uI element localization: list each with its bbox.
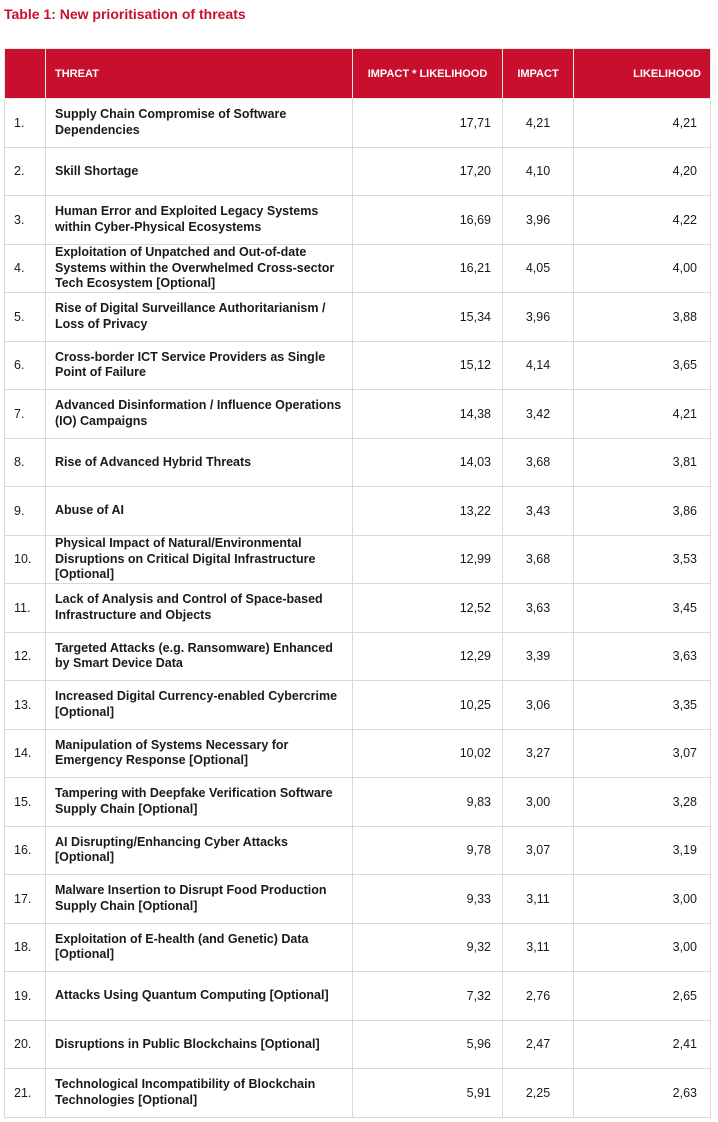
likelihood-value: 2,65 — [574, 972, 711, 1021]
impact-value: 4,05 — [503, 244, 574, 293]
threat-name: Technological Incompatibility of Blockchain Technologies [Optional] — [46, 1069, 353, 1118]
likelihood-value: 3,63 — [574, 632, 711, 681]
row-number: 15. — [5, 778, 46, 827]
impact-likelihood-value: 16,69 — [353, 196, 503, 245]
row-number: 19. — [5, 972, 46, 1021]
impact-value: 3,27 — [503, 729, 574, 778]
likelihood-value: 3,81 — [574, 438, 711, 487]
table-row — [5, 390, 711, 439]
header-likelihood: LIKELIHOOD — [574, 49, 711, 99]
impact-likelihood-value: 9,78 — [353, 826, 503, 875]
table-row — [5, 923, 711, 972]
impact-value: 4,21 — [503, 99, 574, 148]
table-row — [5, 729, 711, 778]
impact-likelihood-value: 14,03 — [353, 438, 503, 487]
likelihood-value: 2,41 — [574, 1020, 711, 1069]
likelihood-value: 4,21 — [574, 99, 711, 148]
impact-likelihood-value: 15,34 — [353, 293, 503, 342]
table-title: Table 1: New prioritisation of threats — [4, 6, 246, 22]
likelihood-value: 4,00 — [574, 244, 711, 293]
impact-likelihood-value: 5,91 — [353, 1069, 503, 1118]
threat-name: Malware Insertion to Disrupt Food Production Supply Chain [Optional] — [46, 875, 353, 924]
threat-name: Manipulation of Systems Necessary for Emergency Response [Optional] — [46, 729, 353, 778]
row-number: 9. — [5, 487, 46, 536]
row-number: 21. — [5, 1069, 46, 1118]
impact-value: 2,47 — [503, 1020, 574, 1069]
impact-likelihood-value: 12,29 — [353, 632, 503, 681]
table-row — [5, 438, 711, 487]
impact-value: 3,63 — [503, 584, 574, 633]
row-number: 7. — [5, 390, 46, 439]
threat-name: Rise of Advanced Hybrid Threats — [46, 438, 353, 487]
table-row — [5, 584, 711, 633]
impact-likelihood-value: 10,02 — [353, 729, 503, 778]
impact-value: 3,68 — [503, 438, 574, 487]
table-row — [5, 778, 711, 827]
header-impact-likelihood: IMPACT * LIKELIHOOD — [353, 49, 503, 99]
threat-name: Human Error and Exploited Legacy Systems within Cyber-Physical Ecosystems — [46, 196, 353, 245]
impact-likelihood-value: 12,99 — [353, 535, 503, 584]
likelihood-value: 3,00 — [574, 875, 711, 924]
likelihood-value: 3,07 — [574, 729, 711, 778]
row-number: 10. — [5, 535, 46, 584]
threat-name: Disruptions in Public Blockchains [Optional] — [46, 1020, 353, 1069]
row-number: 18. — [5, 923, 46, 972]
table-row — [5, 632, 711, 681]
impact-value: 2,25 — [503, 1069, 574, 1118]
header-number — [5, 49, 46, 99]
likelihood-value: 3,19 — [574, 826, 711, 875]
impact-likelihood-value: 5,96 — [353, 1020, 503, 1069]
impact-value: 3,06 — [503, 681, 574, 730]
row-number: 5. — [5, 293, 46, 342]
impact-value: 3,96 — [503, 293, 574, 342]
table-row — [5, 196, 711, 245]
table-row — [5, 293, 711, 342]
row-number: 2. — [5, 147, 46, 196]
impact-likelihood-value: 17,71 — [353, 99, 503, 148]
row-number: 12. — [5, 632, 46, 681]
threat-name: Tampering with Deepfake Verification Software Supply Chain [Optional] — [46, 778, 353, 827]
impact-value: 4,10 — [503, 147, 574, 196]
impact-value: 4,14 — [503, 341, 574, 390]
likelihood-value: 3,86 — [574, 487, 711, 536]
impact-value: 3,96 — [503, 196, 574, 245]
table-row — [5, 875, 711, 924]
table-row — [5, 826, 711, 875]
impact-value: 3,00 — [503, 778, 574, 827]
impact-value: 3,43 — [503, 487, 574, 536]
table-row — [5, 341, 711, 390]
table-row — [5, 487, 711, 536]
threat-name: Lack of Analysis and Control of Space-based Infrastructure and Objects — [46, 584, 353, 633]
threat-name: Targeted Attacks (e.g. Ransomware) Enhanced by Smart Device Data — [46, 632, 353, 681]
table-header-row — [5, 49, 711, 99]
likelihood-value: 3,65 — [574, 341, 711, 390]
threat-name: Supply Chain Compromise of Software Dependencies — [46, 99, 353, 148]
threat-name: Physical Impact of Natural/Environmental Disruptions on Critical Digital Infrastructure [Optional] — [46, 535, 353, 584]
threat-name: Rise of Digital Surveillance Authoritarianism / Loss of Privacy — [46, 293, 353, 342]
row-number: 20. — [5, 1020, 46, 1069]
likelihood-value: 3,35 — [574, 681, 711, 730]
row-number: 13. — [5, 681, 46, 730]
impact-likelihood-value: 10,25 — [353, 681, 503, 730]
likelihood-value: 4,21 — [574, 390, 711, 439]
impact-likelihood-value: 9,32 — [353, 923, 503, 972]
table-row — [5, 681, 711, 730]
threat-name: Increased Digital Currency-enabled Cybercrime [Optional] — [46, 681, 353, 730]
row-number: 4. — [5, 244, 46, 293]
row-number: 6. — [5, 341, 46, 390]
threat-name: Exploitation of Unpatched and Out-of-date Systems within the Overwhelmed Cross-sector Tech Ecosystem [Optional] — [46, 244, 353, 293]
impact-value: 3,11 — [503, 875, 574, 924]
row-number: 1. — [5, 99, 46, 148]
table-row — [5, 972, 711, 1021]
impact-likelihood-value: 17,20 — [353, 147, 503, 196]
impact-value: 3,11 — [503, 923, 574, 972]
impact-likelihood-value: 15,12 — [353, 341, 503, 390]
threats-table — [4, 48, 711, 1118]
table-row — [5, 1020, 711, 1069]
likelihood-value: 3,00 — [574, 923, 711, 972]
row-number: 16. — [5, 826, 46, 875]
threat-name: Cross-border ICT Service Providers as Single Point of Failure — [46, 341, 353, 390]
impact-value: 3,42 — [503, 390, 574, 439]
impact-value: 2,76 — [503, 972, 574, 1021]
impact-value: 3,68 — [503, 535, 574, 584]
table-row — [5, 535, 711, 584]
row-number: 8. — [5, 438, 46, 487]
table-row — [5, 244, 711, 293]
threat-name: Attacks Using Quantum Computing [Optional] — [46, 972, 353, 1021]
impact-likelihood-value: 16,21 — [353, 244, 503, 293]
threat-name: Exploitation of E-health (and Genetic) Data [Optional] — [46, 923, 353, 972]
impact-likelihood-value: 7,32 — [353, 972, 503, 1021]
table-row — [5, 1069, 711, 1118]
threat-name: Skill Shortage — [46, 147, 353, 196]
impact-value: 3,39 — [503, 632, 574, 681]
row-number: 3. — [5, 196, 46, 245]
likelihood-value: 4,20 — [574, 147, 711, 196]
threat-name: AI Disrupting/Enhancing Cyber Attacks [Optional] — [46, 826, 353, 875]
likelihood-value: 2,63 — [574, 1069, 711, 1118]
row-number: 11. — [5, 584, 46, 633]
impact-likelihood-value: 9,83 — [353, 778, 503, 827]
impact-value: 3,07 — [503, 826, 574, 875]
impact-likelihood-value: 9,33 — [353, 875, 503, 924]
row-number: 14. — [5, 729, 46, 778]
impact-likelihood-value: 12,52 — [353, 584, 503, 633]
likelihood-value: 3,53 — [574, 535, 711, 584]
likelihood-value: 3,45 — [574, 584, 711, 633]
threat-name: Abuse of AI — [46, 487, 353, 536]
likelihood-value: 3,28 — [574, 778, 711, 827]
table-row — [5, 147, 711, 196]
header-threat: THREAT — [46, 49, 353, 99]
impact-likelihood-value: 14,38 — [353, 390, 503, 439]
threat-name: Advanced Disinformation / Influence Operations (IO) Campaigns — [46, 390, 353, 439]
likelihood-value: 4,22 — [574, 196, 711, 245]
row-number: 17. — [5, 875, 46, 924]
table-row — [5, 99, 711, 148]
header-impact: IMPACT — [503, 49, 574, 99]
likelihood-value: 3,88 — [574, 293, 711, 342]
impact-likelihood-value: 13,22 — [353, 487, 503, 536]
